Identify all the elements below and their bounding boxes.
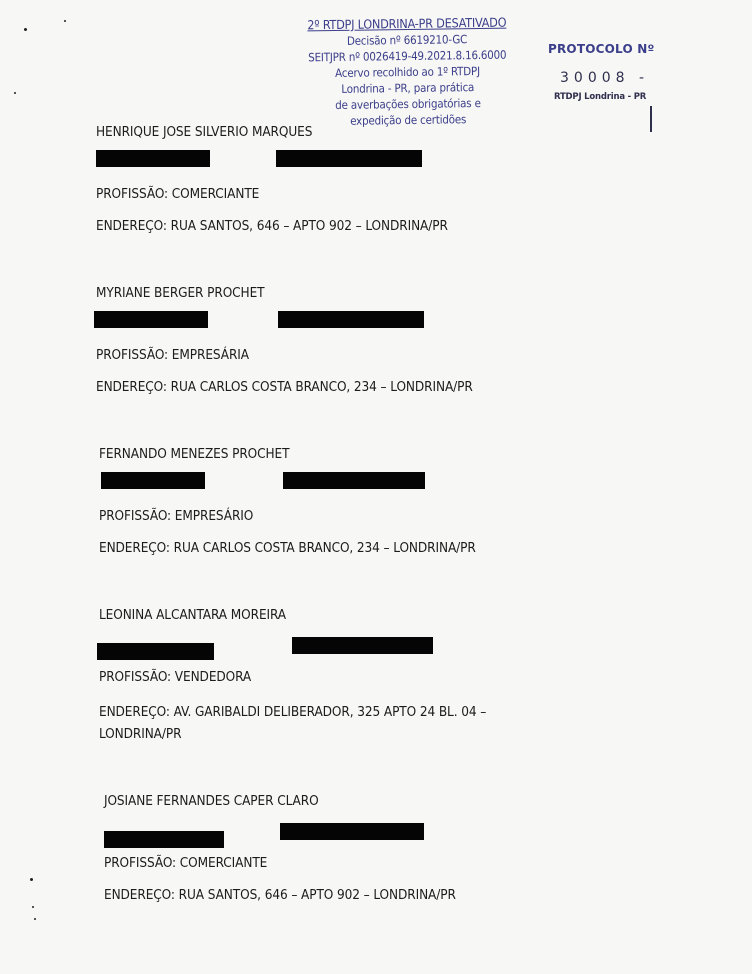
scan-speck (30, 878, 33, 881)
person-address-line: LONDRINA/PR (99, 726, 182, 742)
redacted-row (99, 633, 619, 655)
person-address (99, 701, 619, 745)
stamp-line: Londrina - PR, para prática (341, 80, 475, 96)
redacted-row (99, 472, 619, 494)
protocol-stamp (548, 42, 688, 102)
redaction-bar (97, 643, 214, 660)
scan-speck (64, 20, 66, 22)
registry-stamp (299, 15, 516, 130)
person-name: HENRIQUE JOSE SILVERIO MARQUES (96, 124, 313, 140)
person-profession: PROFISSÃO: COMERCIANTE (96, 186, 260, 202)
redacted-row (104, 819, 624, 841)
person-name: MYRIANE BERGER PROCHET (96, 285, 265, 301)
stamp-line: Decisão nº 6619210-GC (346, 32, 468, 48)
stamp-line: Acervo recolhido ao 1º RTDPJ (335, 63, 480, 81)
person-entry (104, 793, 624, 905)
person-name: LEONINA ALCANTARA MOREIRA (99, 607, 286, 623)
person-name: JOSIANE FERNANDES CAPER CLARO (104, 793, 319, 809)
stamp-line: expedição de certidões (350, 112, 467, 128)
scan-speck (34, 918, 36, 920)
protocol-office: RTDPJ Londrina - PR (554, 92, 647, 102)
person-profession: PROFISSÃO: VENDEDORA (99, 669, 252, 685)
person-profession: PROFISSÃO: EMPRESÁRIA (96, 347, 249, 363)
protocol-number: 30008 - (560, 70, 650, 86)
stamp-title: 2º RTDPJ LONDRINA-PR DESATIVADO (307, 14, 507, 33)
redaction-bar (96, 150, 210, 167)
person-entry (96, 124, 616, 236)
redaction-bar (292, 637, 433, 654)
redaction-bar (94, 311, 208, 328)
redaction-bar (101, 472, 205, 489)
person-entry (96, 285, 616, 397)
stamp-line: SEITJPR nº 0026419-49.2021.8.16.6000 (308, 47, 507, 65)
person-address-line: ENDEREÇO: AV. GARIBALDI DELIBERADOR, 325 APTO 24 BL. 04 – (99, 704, 487, 720)
redacted-row (96, 150, 616, 172)
person-name: FERNANDO MENEZES PROCHET (99, 446, 290, 462)
protocol-signature-mark (650, 106, 652, 132)
person-entry (99, 607, 619, 745)
person-address: ENDEREÇO: RUA SANTOS, 646 – APTO 902 – LONDRINA/PR (96, 218, 448, 234)
person-address: ENDEREÇO: RUA CARLOS COSTA BRANCO, 234 – LONDRINA/PR (99, 540, 476, 556)
scan-speck (32, 906, 34, 908)
person-profession: PROFISSÃO: EMPRESÁRIO (99, 508, 254, 524)
person-profession: PROFISSÃO: COMERCIANTE (104, 855, 268, 871)
redaction-bar (276, 150, 422, 167)
scan-speck (24, 28, 27, 31)
person-entry (99, 446, 619, 558)
person-address: ENDEREÇO: RUA SANTOS, 646 – APTO 902 – LONDRINA/PR (104, 887, 456, 903)
redaction-bar (104, 831, 224, 848)
redaction-bar (283, 472, 425, 489)
redaction-bar (278, 311, 424, 328)
redacted-row (96, 311, 616, 333)
redaction-bar (280, 823, 424, 840)
stamp-line: de averbações obrigatórias e (335, 95, 481, 113)
person-address: ENDEREÇO: RUA CARLOS COSTA BRANCO, 234 – LONDRINA/PR (96, 379, 473, 395)
scan-speck (14, 92, 16, 94)
protocol-label: PROTOCOLO Nº (548, 42, 655, 56)
